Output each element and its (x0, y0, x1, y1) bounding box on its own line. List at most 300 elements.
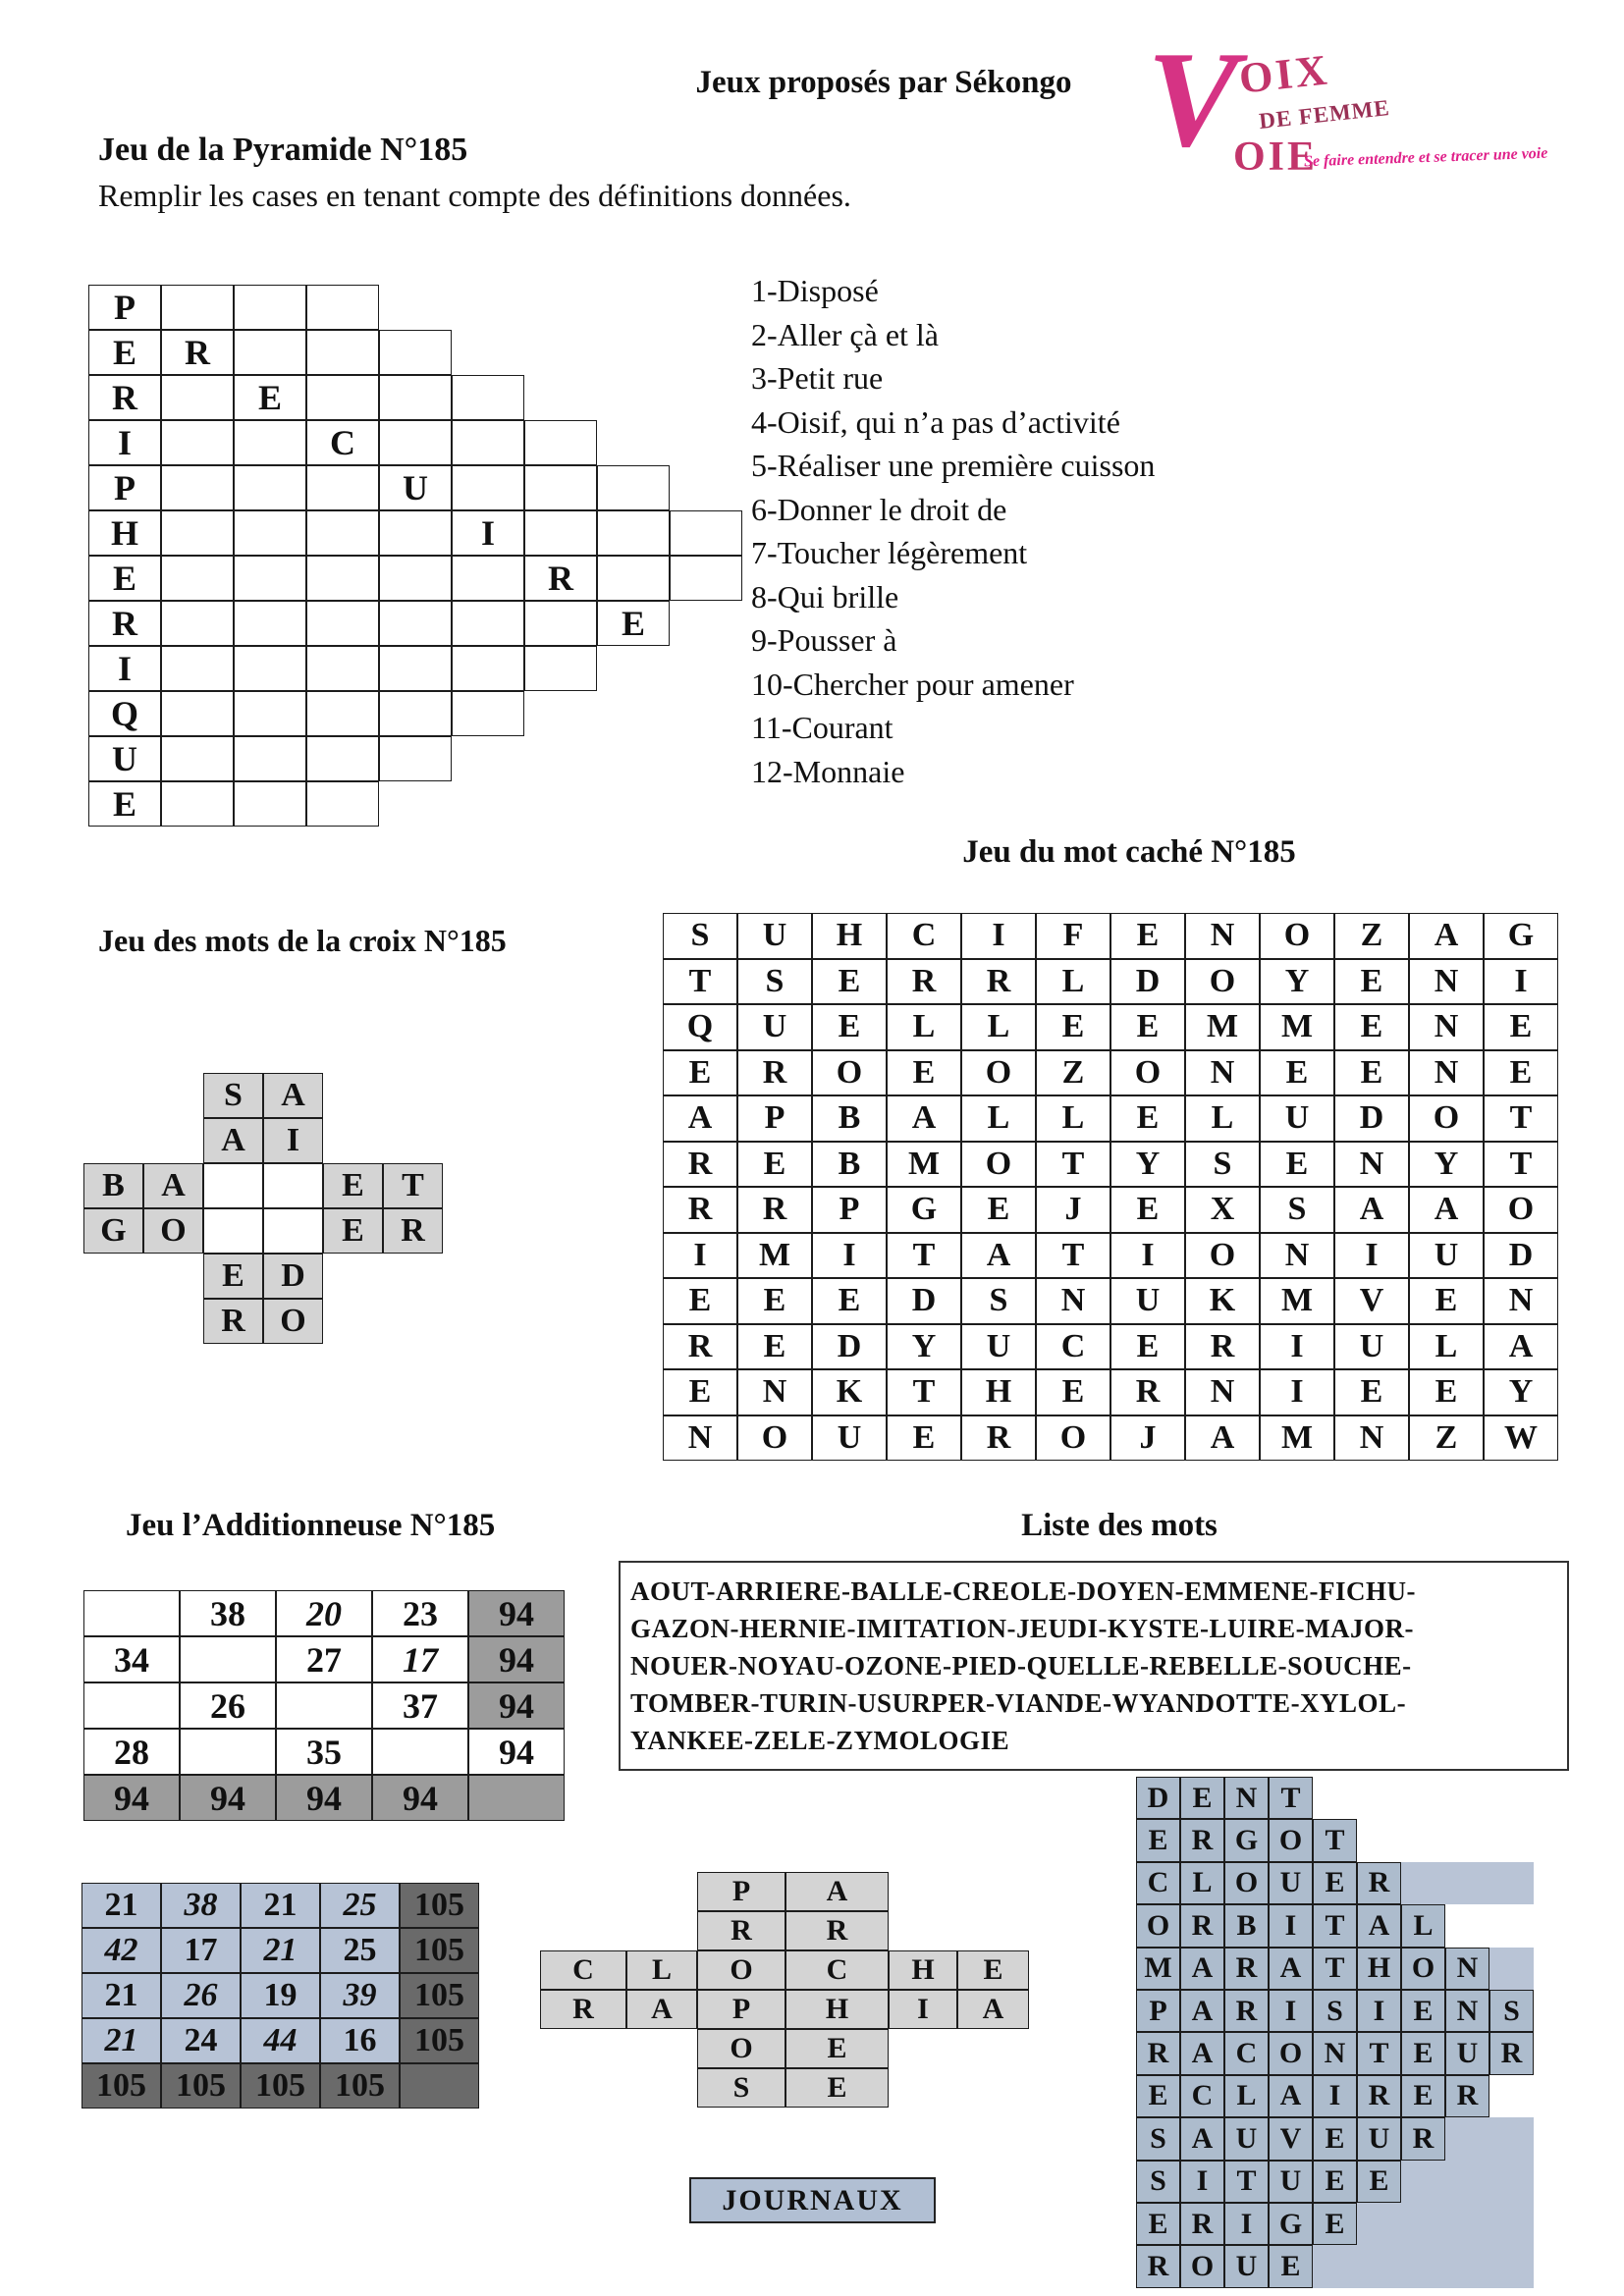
croix-title: Jeu des mots de la croix N°185 (98, 923, 507, 958)
letter-cell: L (1409, 1324, 1484, 1370)
letter-cell: L (887, 1004, 961, 1050)
letter-cell: B (812, 1142, 887, 1188)
letter-cell: 17 (372, 1636, 468, 1682)
grid-row (88, 646, 597, 691)
empty-cell (452, 375, 524, 420)
letter-cell: O (1110, 1050, 1185, 1096)
empty-cell (161, 601, 234, 646)
empty-cell (670, 510, 742, 556)
letter-cell: E (1110, 1324, 1185, 1370)
letter-cell: E (1484, 1050, 1558, 1096)
letter-cell: T (1036, 1142, 1110, 1188)
letter-cell: A (1180, 2117, 1224, 2160)
letter-cell: O (1185, 1233, 1260, 1279)
letter-cell: E (1036, 1004, 1110, 1050)
letter-cell: S (1313, 1990, 1357, 2032)
letter-cell: 42 (81, 1928, 161, 1973)
letter-cell: 25 (320, 1883, 400, 1928)
empty-cell (306, 781, 379, 827)
letter-cell: 37 (372, 1682, 468, 1729)
letter-cell: P (812, 1187, 887, 1233)
letter-cell: B (83, 1163, 143, 1208)
letter-cell: P (88, 285, 161, 330)
letter-cell: C (1180, 2075, 1224, 2117)
grid-row (88, 781, 379, 827)
letter-cell: 28 (83, 1729, 180, 1775)
letter-cell: N (1313, 2032, 1357, 2074)
empty-cell (524, 601, 597, 646)
grid-row (1136, 1777, 1313, 1819)
empty-cell (306, 556, 379, 601)
empty-cell (379, 736, 452, 781)
empty-cell (379, 556, 452, 601)
letter-cell: Y (1260, 959, 1334, 1005)
letter-cell: Y (1484, 1369, 1558, 1415)
empty-cell (234, 781, 306, 827)
letter-cell: R (88, 375, 161, 420)
letter-cell: G (887, 1187, 961, 1233)
grid-row (1136, 2203, 1534, 2245)
empty-cell (234, 465, 306, 510)
empty-cell (379, 510, 452, 556)
letter-cell: M (1185, 1004, 1260, 1050)
empty-cell (306, 285, 379, 330)
letter-cell: E (1110, 913, 1185, 959)
letter-cell: U (1224, 2117, 1269, 2160)
letter-cell: S (1136, 2161, 1180, 2203)
letter-cell: H (961, 1369, 1036, 1415)
letter-cell: S (961, 1278, 1036, 1324)
letter-cell: P (697, 1990, 785, 2029)
letter-cell: 34 (83, 1636, 180, 1682)
letter-cell: I (1110, 1233, 1185, 1279)
letter-cell: R (88, 601, 161, 646)
letter-cell: R (1180, 1819, 1224, 1861)
empty-cell (379, 691, 452, 736)
letter-cell: Y (1409, 1142, 1484, 1188)
letter-cell: T (1036, 1233, 1110, 1279)
letter-cell: U (1409, 1233, 1484, 1279)
letter-cell: M (737, 1233, 812, 1279)
grid-row (1136, 2245, 1534, 2287)
additionneuse-title: Jeu l’Additionneuse N°185 (126, 1508, 496, 1543)
letter-cell: R (1445, 2075, 1489, 2117)
letter-cell: 105 (400, 1973, 479, 2018)
letter-cell: 94 (468, 1590, 565, 1636)
letter-cell: U (1357, 2117, 1401, 2160)
letter-cell: 19 (241, 1973, 320, 2018)
letter-cell: I (263, 1118, 323, 1163)
letter-cell: A (1185, 1415, 1260, 1462)
letter-cell: A (1409, 1187, 1484, 1233)
letter-cell: E (812, 959, 887, 1005)
letter-cell: G (1224, 1819, 1269, 1861)
letter-cell: H (812, 913, 887, 959)
letter-cell: T (1313, 1948, 1357, 1990)
letter-cell: 26 (180, 1682, 276, 1729)
letter-cell: U (737, 913, 812, 959)
letter-cell: 21 (81, 2018, 161, 2063)
letter-cell: 94 (83, 1775, 180, 1821)
letter-cell: U (1445, 2032, 1489, 2074)
letter-cell: E (1313, 2203, 1357, 2245)
empty-cell (161, 736, 234, 781)
liste-des-mots-title: Liste des mots (1021, 1508, 1218, 1543)
letter-cell: O (143, 1208, 203, 1254)
letter-cell: D (263, 1254, 323, 1299)
empty-cell (372, 1729, 468, 1775)
letter-cell: D (1334, 1095, 1409, 1142)
empty-cell (234, 285, 306, 330)
letter-cell: R (1136, 2245, 1180, 2287)
letter-cell: E (1401, 2032, 1445, 2074)
letter-cell: I (1180, 2161, 1224, 2203)
empty-cell (161, 465, 234, 510)
letter-cell: R (161, 330, 234, 375)
empty-cell (263, 1163, 323, 1208)
empty-cell (161, 285, 234, 330)
letter-cell: I (1269, 1990, 1313, 2032)
letter-cell: A (1269, 2075, 1313, 2117)
letter-cell: C (540, 1950, 626, 1990)
letter-cell: R (1185, 1324, 1260, 1370)
letter-cell: E (961, 1187, 1036, 1233)
empty-cell (161, 510, 234, 556)
letter-cell: 25 (320, 1928, 400, 1973)
letter-cell: P (737, 1095, 812, 1142)
letter-cell: C (1136, 1862, 1180, 1904)
grid-row (83, 1682, 565, 1729)
grid-row (697, 2029, 889, 2068)
letter-cell: E (88, 330, 161, 375)
letter-cell: O (812, 1050, 887, 1096)
letter-cell: E (1401, 1990, 1445, 2032)
letter-cell: U (1260, 1095, 1334, 1142)
letter-cell: A (1269, 1948, 1313, 1990)
letter-cell: C (306, 420, 379, 465)
letter-cell: I (1484, 959, 1558, 1005)
letter-cell: E (1334, 1050, 1409, 1096)
letter-cell: 35 (276, 1729, 372, 1775)
letter-cell: R (203, 1299, 263, 1344)
grid-row (203, 1118, 323, 1163)
letter-cell: S (697, 2068, 785, 2108)
grid-row (1136, 2117, 1534, 2160)
letter-cell: A (1180, 1990, 1224, 2032)
letter-cell: O (263, 1299, 323, 1344)
letter-cell: 94 (468, 1636, 565, 1682)
grid-row (663, 959, 1558, 1005)
grid-row (83, 1636, 565, 1682)
grid-row (88, 465, 670, 510)
letter-cell: E (597, 601, 670, 646)
letter-cell: S (1260, 1187, 1334, 1233)
letter-cell: I (812, 1233, 887, 1279)
grid-row (663, 1095, 1558, 1142)
empty-cell (234, 510, 306, 556)
letter-cell: D (1136, 1777, 1180, 1819)
letter-cell: D (1484, 1233, 1558, 1279)
letter-cell: L (1180, 1862, 1224, 1904)
letter-cell: U (737, 1004, 812, 1050)
empty-cell (379, 601, 452, 646)
letter-cell: C (1036, 1324, 1110, 1370)
grid-row (663, 1324, 1558, 1370)
letter-cell: U (1224, 2245, 1269, 2287)
letter-cell: 105 (241, 2063, 320, 2109)
empty-cell (524, 420, 597, 465)
page-title: Jeux proposés par Sékongo (695, 65, 1072, 100)
letter-cell: R (1357, 1862, 1401, 1904)
letter-cell: 21 (81, 1973, 161, 2018)
letter-cell: E (1334, 1004, 1409, 1050)
grid-row (83, 1775, 565, 1821)
letter-cell: O (1269, 1819, 1313, 1861)
letter-cell: N (1484, 1278, 1558, 1324)
letter-cell: P (697, 1872, 785, 1911)
grid-row (663, 1004, 1558, 1050)
letter-cell: 17 (161, 1928, 241, 1973)
letter-cell: I (1224, 2203, 1269, 2245)
empty-cell (452, 601, 524, 646)
letter-cell: P (88, 465, 161, 510)
word-list-line: YANKEE-ZELE-ZYMOLOGIE (630, 1726, 1010, 1755)
letter-cell: R (1224, 1990, 1269, 2032)
letter-cell: U (379, 465, 452, 510)
empty-cell (306, 601, 379, 646)
grid-row (88, 510, 742, 556)
letter-cell: R (887, 959, 961, 1005)
grid-row (81, 2063, 479, 2109)
letter-cell: E (1313, 2117, 1357, 2160)
letter-cell: O (961, 1050, 1036, 1096)
letter-cell: Q (88, 691, 161, 736)
letter-cell: T (887, 1369, 961, 1415)
letter-cell: 21 (81, 1883, 161, 1928)
letter-cell: N (1445, 1948, 1489, 1990)
letter-cell: R (383, 1208, 443, 1254)
letter-cell: 38 (180, 1590, 276, 1636)
definition-item: 5-Réaliser une première cuisson (751, 448, 1156, 483)
letter-cell: A (143, 1163, 203, 1208)
grid-row (83, 1729, 565, 1775)
letter-cell: R (1136, 2032, 1180, 2074)
letter-cell: R (524, 556, 597, 601)
grid-row (1136, 1990, 1534, 2032)
logo-voie-text: OIE (1233, 134, 1319, 180)
letter-cell: E (234, 375, 306, 420)
letter-cell: L (626, 1950, 697, 1990)
letter-cell: I (1269, 1904, 1313, 1947)
definition-item: 2-Aller çà et là (751, 316, 939, 352)
grid-row (81, 1928, 479, 1973)
empty-cell (234, 601, 306, 646)
letter-cell: R (785, 1911, 889, 1950)
letter-cell: E (812, 1278, 887, 1324)
letter-cell: 16 (320, 2018, 400, 2063)
letter-cell: 23 (372, 1590, 468, 1636)
grid-row (663, 1142, 1558, 1188)
letter-cell: E (663, 1050, 737, 1096)
letter-cell: R (1357, 2075, 1401, 2117)
letter-cell: N (1409, 1004, 1484, 1050)
letter-cell: R (961, 959, 1036, 1005)
letter-cell: A (1409, 913, 1484, 959)
letter-cell: O (1409, 1095, 1484, 1142)
empty-cell (306, 691, 379, 736)
letter-cell: 39 (320, 1973, 400, 2018)
grid-row (81, 1883, 479, 1928)
letter-cell: I (452, 510, 524, 556)
letter-cell: O (1484, 1187, 1558, 1233)
empty-cell (597, 556, 670, 601)
empty-cell (161, 556, 234, 601)
logo-tagline: Se faire entendre et se tracer une voie (1303, 144, 1548, 171)
letter-cell: I (1260, 1369, 1334, 1415)
letter-cell: N (1260, 1233, 1334, 1279)
letter-cell: K (1185, 1278, 1260, 1324)
letter-cell: T (1484, 1142, 1558, 1188)
letter-cell: E (1357, 2161, 1401, 2203)
letter-cell: V (1334, 1278, 1409, 1324)
pyramide-title: Jeu de la Pyramide N°185 (98, 132, 468, 168)
journaux-box (689, 2177, 936, 2223)
letter-cell: U (961, 1324, 1036, 1370)
grid-row (697, 2068, 889, 2108)
journaux-label: JOURNAUX (722, 2183, 903, 2216)
empty-cell (234, 646, 306, 691)
letter-cell: L (961, 1004, 1036, 1050)
empty-cell (306, 330, 379, 375)
empty-cell (180, 1729, 276, 1775)
grid-row (663, 1415, 1558, 1462)
letter-cell: E (663, 1278, 737, 1324)
letter-cell: 94 (468, 1682, 565, 1729)
grid-row (88, 285, 379, 330)
grid-row (697, 1872, 889, 1911)
letter-cell: Y (887, 1324, 961, 1370)
letter-cell: S (203, 1073, 263, 1118)
letter-cell: O (697, 2029, 785, 2068)
empty-cell (306, 375, 379, 420)
empty-cell (161, 420, 234, 465)
letter-cell: R (1401, 2117, 1445, 2160)
letter-cell: 105 (400, 1928, 479, 1973)
letter-cell: 94 (468, 1729, 565, 1775)
letter-cell: 94 (372, 1775, 468, 1821)
letter-cell: I (88, 646, 161, 691)
letter-cell: 44 (241, 2018, 320, 2063)
empty-cell (263, 1208, 323, 1254)
empty-cell (670, 556, 742, 601)
letter-cell: L (961, 1095, 1036, 1142)
letter-cell: A (1180, 1948, 1224, 1990)
letter-cell: T (1224, 2161, 1269, 2203)
empty-cell (379, 420, 452, 465)
empty-cell (306, 465, 379, 510)
empty-cell (161, 375, 234, 420)
letter-cell: R (737, 1050, 812, 1096)
letter-cell: R (1180, 1904, 1224, 1947)
letter-cell: J (1036, 1187, 1110, 1233)
letter-cell: O (737, 1415, 812, 1462)
empty-cell (234, 736, 306, 781)
grid-row (540, 1990, 1029, 2029)
letter-cell: V (1269, 2117, 1313, 2160)
letter-cell: R (1224, 1948, 1269, 1990)
letter-cell: O (1136, 1904, 1180, 1947)
pyramide-instruction: Remplir les cases en tenant compte des définitions données. (98, 178, 851, 213)
letter-cell: I (663, 1233, 737, 1279)
letter-cell: U (812, 1415, 887, 1462)
letter-cell: F (1036, 913, 1110, 959)
word-list-line: TOMBER-TURIN-USURPER-VIANDE-WYANDOTTE-XYLOL- (630, 1688, 1407, 1718)
letter-cell: D (812, 1324, 887, 1370)
letter-cell: N (1334, 1415, 1409, 1462)
letter-cell: A (887, 1095, 961, 1142)
letter-cell: R (1110, 1369, 1185, 1415)
empty-cell (379, 646, 452, 691)
grid-row (1136, 1948, 1534, 1990)
letter-cell: G (1269, 2203, 1313, 2245)
definition-item: 7-Toucher légèrement (751, 535, 1028, 570)
grid-row (663, 1187, 1558, 1233)
definition-item: 6-Donner le droit de (751, 491, 1007, 527)
letter-cell: R (961, 1415, 1036, 1462)
letter-cell: 94 (276, 1775, 372, 1821)
letter-cell: N (1445, 1990, 1489, 2032)
letter-cell: T (887, 1233, 961, 1279)
letter-cell: E (1313, 2161, 1357, 2203)
background-strip (1401, 2161, 1534, 2203)
letter-cell: M (1260, 1004, 1334, 1050)
empty-cell (203, 1208, 263, 1254)
letter-cell: 105 (400, 1883, 479, 1928)
letter-cell: N (737, 1369, 812, 1415)
empty-cell (234, 330, 306, 375)
grid-row (663, 913, 1558, 959)
empty-cell (597, 465, 670, 510)
letter-cell: E (785, 2029, 889, 2068)
letter-cell: E (88, 781, 161, 827)
letter-cell: E (1110, 1187, 1185, 1233)
letter-cell: 38 (161, 1883, 241, 1928)
definition-item: 3-Petit rue (751, 360, 884, 396)
letter-cell: C (785, 1950, 889, 1990)
liste-des-mots-box (619, 1561, 1569, 1771)
background-strip (1489, 1948, 1534, 1990)
empty-cell (524, 510, 597, 556)
letter-cell: N (1224, 1777, 1269, 1819)
letter-cell: N (1185, 913, 1260, 959)
letter-cell: G (1484, 913, 1558, 959)
letter-cell: E (887, 1050, 961, 1096)
letter-cell: E (1036, 1369, 1110, 1415)
letter-cell: R (1489, 2032, 1534, 2074)
letter-cell: X (1185, 1187, 1260, 1233)
grid-row (1136, 2161, 1534, 2203)
letter-cell: R (1180, 2203, 1224, 2245)
grid-row (1136, 1904, 1445, 1947)
letter-cell: E (88, 556, 161, 601)
letter-cell: 94 (180, 1775, 276, 1821)
letter-cell: A (1357, 1904, 1401, 1947)
empty-cell (400, 2063, 479, 2109)
grid-row (663, 1233, 1558, 1279)
letter-cell: 26 (161, 1973, 241, 2018)
empty-cell (524, 646, 597, 691)
letter-cell: E (1110, 1095, 1185, 1142)
